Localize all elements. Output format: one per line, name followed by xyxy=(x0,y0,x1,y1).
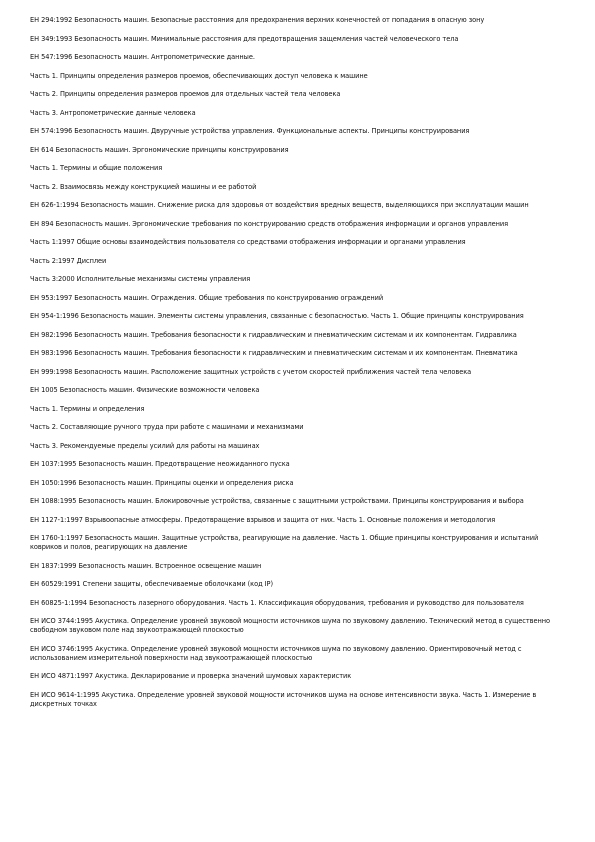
reference-entry: EH 1760-1:1997 Безопасность машин. Защитные устройства, реагирующие на давление. Часть 1. Общие принципы конструирования и испытаний ковриков и полов, реагирующих на давление xyxy=(30,534,539,551)
reference-entry: EH 953:1997 Безопасность машин. Ограждения. Общие требования по конструированию ограждений xyxy=(30,293,384,302)
reference-entry: EH 1037:1995 Безопасность машин. Предотвращение неожиданного пуска xyxy=(30,460,290,468)
reference-entry: Часть 2. Составляющие ручного труда при работе с машинами и механизмами xyxy=(30,423,304,431)
reference-entry: Часть 2. Принципы определения размеров проемов для отдельных частей тела человека xyxy=(30,90,341,98)
reference-entry: Часть 2. Взаимосвязь между конструкцией машины и ее работой xyxy=(30,182,257,191)
reference-entry: EH 547:1996 Безопасность машин. Антропометрические данные. xyxy=(30,53,255,61)
reference-entry: Часть 1. Термины и общие положения xyxy=(30,164,163,172)
reference-entry: EH 574:1996 Безопасность машин. Двуручные устройства управления. Функциональные аспекты. Принципы конструирования xyxy=(30,127,470,135)
reference-entry: Часть 2:1997 Дисплеи xyxy=(30,256,107,265)
reference-entry: EH 1837:1999 Безопасность машин. Встроенное освещение машин xyxy=(30,561,262,570)
reference-entry: EH 294:1992 Безопасность машин. Безопасные расстояния для предохранения верхних конечностей от попадания в опасную зону xyxy=(30,16,485,24)
reference-entry: EH 894 Безопасность машин. Эргономические требования по конструированию средств отображения информации и органов управления xyxy=(30,219,509,228)
reference-entry: EH 999:1998 Безопасность машин. Расположение защитных устройств с учетом скоростей приближения частей тела человека xyxy=(30,367,472,376)
reference-entry: EH 1005 Безопасность машин. Физические возможности человека xyxy=(30,386,260,394)
reference-entry: EH 614 Безопасность машин. Эргономические принципы конструирования xyxy=(30,145,289,154)
reference-entry: Часть 1:1997 Общие основы взаимодействия пользователя со средствами отображения информации и органами управления xyxy=(30,238,466,246)
reference-entry: EH ИСО 3746:1995 Акустика. Определение уровней звуковой мощности источников шума по звуковому давлению. Ориентировочный метод с использованием измерительной поверхности над звукоотражающей плоскостью xyxy=(30,644,522,662)
reference-entry: EH 1127-1:1997 Взрывоопасные атмосферы. Предотвращение взрывов и защита от них. Часть 1. Основные положения и методология xyxy=(30,515,496,524)
reference-entry: EH 954-1:1996 Безопасность машин. Элементы системы управления, связанные с безопасностью. Часть 1. Общие принципы конструирования xyxy=(30,312,524,320)
reference-entry: EH 1050:1996 Безопасность машин. Принципы оценки и определения риска xyxy=(30,478,294,487)
reference-entry: EH 983:1996 Безопасность машин. Требования безопасности к гидравлическим и пневматическим системам и их компонентам. Пневматика xyxy=(30,349,518,357)
reference-entry: EH ИСО 9614-1:1995 Акустика. Определение уровней звуковой мощности источников шума на основе интенсивности звука. Часть 1. Измерение в дискретных точках xyxy=(30,690,537,708)
reference-entry: Часть 3:2000 Исполнительные механизмы системы управления xyxy=(30,275,251,283)
reference-entry: EH ИСО 3744:1995 Акустика. Определение уровней звуковой мощности источников шума по звуковому давлению. Технический метод в существенно свободном звуковом поле над звукоотражающей плоскостью xyxy=(30,617,550,634)
reference-entry: Часть 1. Принципы определения размеров проемов, обеспечивающих доступ человека к машине xyxy=(30,71,368,80)
reference-entry: EH 60825-1:1994 Безопасность лазерного оборудования. Часть 1. Классификация оборудования, требования и руководство для пользователя xyxy=(30,598,524,607)
reference-entry: EH 982:1996 Безопасность машин. Требования безопасности к гидравлическим и пневматическим системам и их компонентам. Гидравлика xyxy=(30,330,517,339)
reference-entry: Часть 3. Рекомендуемые пределы усилий для работы на машинах xyxy=(30,441,260,450)
reference-entry: Часть 3. Антропометрические данные человека xyxy=(30,108,196,117)
reference-entry: EH 60529:1991 Степени защиты, обеспечиваемые оболочками (код IP) xyxy=(30,580,273,588)
reference-entry: EH 1088:1995 Безопасность машин. Блокировочные устройства, связанные с защитными устройствами. Принципы конструирования и выбора xyxy=(30,497,524,505)
reference-entry: EH 349:1993 Безопасность машин. Минимальные расстояния для предотвращения защемления частей человеческого тела xyxy=(30,34,459,43)
reference-entry: EH ИСО 4871:1997 Акустика. Декларирование и проверка значений шумовых характеристик xyxy=(30,672,352,680)
reference-entry: Часть 1. Термины и определения xyxy=(30,404,145,413)
reference-entry: EH 626-1:1994 Безопасность машин. Снижение риска для здоровья от воздействия вредных веществ, выделяющихся при эксплуатации машин xyxy=(30,201,529,209)
